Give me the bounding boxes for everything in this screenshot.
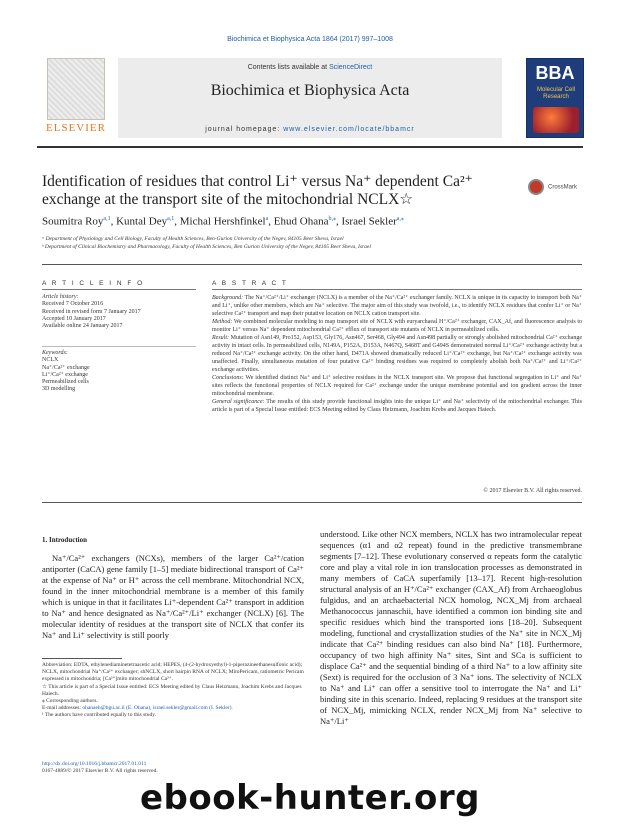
author-affiliation-mark[interactable]: a — [265, 216, 269, 222]
crossmark-badge[interactable] — [528, 178, 580, 196]
footnote-corresponding: ⁎ Corresponding authors. — [42, 698, 98, 705]
abstract-significance — [212, 398, 582, 414]
footnote-emails — [42, 705, 304, 712]
history-item: Accepted 10 January 2017 — [42, 315, 106, 322]
body-column-right: understood. Like other NCX members, NCLX has two intramolecular repeat sequences (α1 and α2 repeat) found in the predictive transmembrane segments [7–12]. These evolutionary conserved α repeats form the catalytic core and play a vital role in ion translocation processes as demonstrated in many members of CaCA superfamily [13–17]. Recent high-resolution structural analysis of an H⁺/Ca²⁺ exchanger (CAX_Af) from Archaeoglobus fulgidus, and an archaebacterial NCX homolog, NCX_Mj from archaeal Methanococcus jannaschii, have identified a common ion binding site and specific residues which bind the transported ions [18–20]. Subsequent modeling, functional and crystallization studies of the Na⁺ site in NCX_Mj indicate that Ca²⁺ binding residues can also bind Na⁺ [18]. Furthermore, occupancy of two high affinity Na⁺ sites, Sint and SCa is sufficient to displace Ca²⁺ and the sequential binding of a third Na⁺ to a low affinity site (Sext) is required for the occlusion of 3 Na⁺ ions. The selectivity of NCLX to Na⁺ and Li⁺ can offer a sensitive tool to interrogate the Na⁺ and Li⁺ binding site in this scenario. Indeed, replacing 9 residues at the transport site of NCX_Mj, mimicking NCLX, render NCX_Mj from Na⁺ selective to Na⁺/Li⁺ — [320, 529, 582, 726]
cover-title: BBA — [535, 63, 575, 83]
elsevier-tree-icon — [47, 58, 105, 120]
affiliation-b: ᵇ Department of Clinical Biochemistry and Pharmacology, Faculty of Health Sciences, Ben Gurion University of the Negev, 84105 Beer Sheva, Israel — [42, 244, 371, 250]
author-affiliation-mark[interactable]: a,1 — [167, 216, 175, 222]
keyword-item: Li⁺/Ca²⁺ exchange — [42, 371, 88, 378]
history-label: Article history: — [42, 294, 79, 300]
abstract-label: Background: — [212, 295, 244, 301]
elsevier-wordmark: ELSEVIER — [46, 122, 106, 134]
article-history — [42, 294, 196, 330]
affiliation-a: ᵃ Department of Physiology and Cell Biology, Faculty of Health Sciences, Ben-Gurion University of the Negev, 84105 Beer Sheva, Israel — [42, 236, 344, 242]
footnote-divider — [42, 658, 122, 659]
abstract-text: We combined molecular modeling to map transport site of NCLX with euryarchaeal H⁺/Ca²⁺ exchanger, CAX_Af, and fluorescence analysis to monitor Li⁺ versus Na⁺ dependent mitochondrial Ca²⁺ efflux of transport site mutants of NCLX in permeabilized cells. — [212, 319, 582, 333]
history-item: Available online 24 January 2017 — [42, 323, 123, 330]
abstract-divider — [212, 289, 582, 290]
abstract-label: Result: — [212, 335, 229, 341]
history-item: Received 7 October 2016 — [42, 301, 104, 308]
keyword-item: 3D modelling — [42, 386, 76, 393]
keywords-label: Keywords: — [42, 350, 68, 356]
cover-artwork — [533, 107, 579, 133]
footnote-abbreviation: Abbreviation: EDTA, ethylenediaminetetraacetic acid; HEPES, (4-(2-hydroxyethyl)-1-piperazineethanesulfonic acid); NCLX, mitochondrial Na⁺/Ca²⁺ exchanger; shNCLX, short hairpin RNA of NCLX; MitoPericam, ratiometric Pericam expressed in mitochondria; [Ca²⁺]mito mitochondrial Ca²⁺. — [42, 662, 304, 683]
body-column-left: Na⁺/Ca²⁺ exchangers (NCXs), members of the larger Ca²⁺/cation antiporter (CaCA) gene family [1–5] mediate bidirectional transport of Ca²⁺ at the expense of Na⁺ or H⁺ across the cell membrane. Mitochondrial NCX, found in the inner mitochondrial membrane is a member of this family which is unique in that it facilitates Li⁺-dependent Ca²⁺ transport in addition to Na⁺ and hence designated as Na⁺/Ca²⁺/Li⁺ exchanger (NCLX) [6]. The molecular identity of residues at the transport site of NCLX that confer its Na⁺ and Li⁺ selectivity is still poorly — [42, 553, 304, 640]
contents-line — [118, 64, 502, 71]
article-title: Identification of residues that control Li⁺ versus Na⁺ dependent Ca²⁺ exchange at the transport site of the mitochondrial NCLX☆ — [42, 173, 473, 208]
journal-homepage — [118, 126, 502, 133]
abstract-conclusions — [212, 374, 582, 398]
title-divider — [42, 264, 582, 265]
footnote-equal: ¹ The authors have contributed equally to this study. — [42, 712, 157, 719]
author-list: Soumitra Roy$^{a,1}$, Kuntal Dey$^{a,1}$, Michal Hershfinkel$^a$, Ehud Ohana$^{b,⁎}$, Israel Sekler$^{a,⁎}$ — [42, 215, 404, 228]
abstract-body — [212, 294, 582, 414]
author-affiliation-mark[interactable]: a,1 — [103, 216, 111, 222]
author-name[interactable]: Kuntal Dey — [116, 215, 168, 228]
contents-prefix: Contents lists available at — [247, 64, 330, 71]
abstract-text: Mutation of Asn149, Pro152, Asp153, Gly176, Asn467, Ser468, Gly494 and Asn498 partially or strongly abolished mitochondrial Ca²⁺ exchange activity in intact cells. In permeabilized cells, N149A, P152A, D153A, N467Q, S468T and G494S demonstrated normal Li⁺/Ca²⁺ exchange activity but a reduced Na⁺/Ca²⁺ exchange activity. On the other hand, D471A showed dramatically reduced Li⁺/Ca²⁺ exchange, but Na⁺/Ca²⁺ exchange activity was unaffected. Finally, simultaneous mutation of four putative Ca²⁺ binding residues was required to completely abolish both Na⁺/Ca²⁺ and Li⁺/Ca²⁺ exchange activities. — [212, 335, 582, 373]
keywords-divider — [42, 346, 196, 347]
article-info-heading: A R T I C L E I N F O — [42, 280, 145, 287]
sciencedirect-link[interactable]: ScienceDirect — [329, 64, 373, 71]
history-item: Received in revised form 7 January 2017 — [42, 308, 141, 315]
abstract-copyright: © 2017 Elsevier B.V. All rights reserved. — [483, 488, 582, 494]
abstract-background — [212, 294, 582, 318]
email-links[interactable]: ohanaeh@bgu.ac.il (E. Ohana), israel.sekler@gmail.com (I. Sekler). — [82, 705, 233, 712]
abstract-text: The results of this study provide functional insights into the unique Li⁺ and Na⁺ selectivity of the mitochondrial exchanger. This article is part of a Special Issue entitled: ECS Meeting edited by Claus Heizmann, Joachim Krebs and Jacques Haiech. — [212, 399, 582, 413]
crossmark-icon — [528, 179, 544, 195]
cover-subtitle: Molecular Cell Research — [536, 87, 575, 100]
author-affiliation-mark[interactable]: a,⁎ — [396, 216, 404, 222]
crossmark-label: CrossMark — [548, 184, 578, 191]
keyword-item: NCLX — [42, 357, 59, 364]
journal-citation-link[interactable]: Biochimica et Biophysica Acta 1864 (2017) 997–1008 — [227, 36, 393, 43]
email-label: E-mail addresses: — [42, 705, 83, 712]
abstract-label: Conclusions: — [212, 375, 244, 381]
header-divider — [37, 146, 583, 148]
abstract-end-divider — [42, 502, 582, 503]
journal-cover-image[interactable] — [526, 58, 584, 138]
keyword-item: Na⁺/Ca²⁺ exchange — [42, 364, 90, 371]
author-name[interactable]: Soumitra Roy — [42, 215, 104, 228]
watermark: ebook-hunter.org — [139, 778, 481, 818]
author-name[interactable]: Israel Sekler — [341, 215, 397, 228]
article-info-divider — [42, 289, 196, 290]
keywords — [42, 350, 196, 394]
issn-line: 0167-4889/© 2017 Elsevier B.V. All rights reserved. — [42, 768, 158, 774]
homepage-link[interactable]: www.elsevier.com/locate/bbamcr — [283, 126, 415, 133]
footnotes — [42, 662, 304, 720]
author-name[interactable]: Ehud Ohana — [273, 215, 329, 228]
doi-block — [42, 761, 304, 775]
keyword-item: Permeabilized cells — [42, 379, 89, 386]
section-heading: 1. Introduction — [42, 536, 87, 544]
elsevier-logo[interactable] — [37, 58, 115, 138]
abstract-result — [212, 334, 582, 374]
abstract-text: The Na⁺/Ca²⁺/Li⁺ exchanger (NCLX) is a member of the Na⁺/Ca²⁺ exchanger family. NCLX is unique in its capacity to transport both Na⁺ and Li⁺, unlike other members, which are Na⁺ selective. The major aim of this study was twofold, i.e., to identify NCLX residues that confer Li⁺ or Na⁺ selective Ca²⁺ transport and map their putative location on NCLX cation transport site. — [212, 295, 582, 317]
author-name[interactable]: Michal Hershfinkel — [179, 215, 266, 228]
abstract-label: General significance: — [212, 399, 265, 405]
abstract-label: Method: — [212, 319, 233, 325]
author-affiliation-mark[interactable]: b,⁎ — [328, 216, 336, 222]
abstract-text: We identified distinct Na⁺ and Li⁺ selective residues in the NCLX transport site. We propose that functional segregation in Li⁺ and Na⁺ sites reflects the functional properties of NCLX required for Ca²⁺ exchange under the unique membrane potential and ion gradient across the inner mitochondrial membrane. — [212, 375, 582, 397]
footnote-special-issue: ☆ This article is part of a Special Issue entitled: ECS Meeting edited by Claus Heizmann, Joachim Krebs and Jacques Haiech. — [42, 683, 302, 697]
abstract-heading: A B S T R A C T — [212, 280, 288, 287]
abstract-method — [212, 318, 582, 334]
homepage-prefix: journal homepage: — [205, 126, 284, 133]
doi-link[interactable]: http://dx.doi.org/10.1016/j.bbamcr.2017.01.011 — [42, 761, 147, 767]
journal-name: Biochimica et Biophysica Acta — [210, 82, 410, 99]
